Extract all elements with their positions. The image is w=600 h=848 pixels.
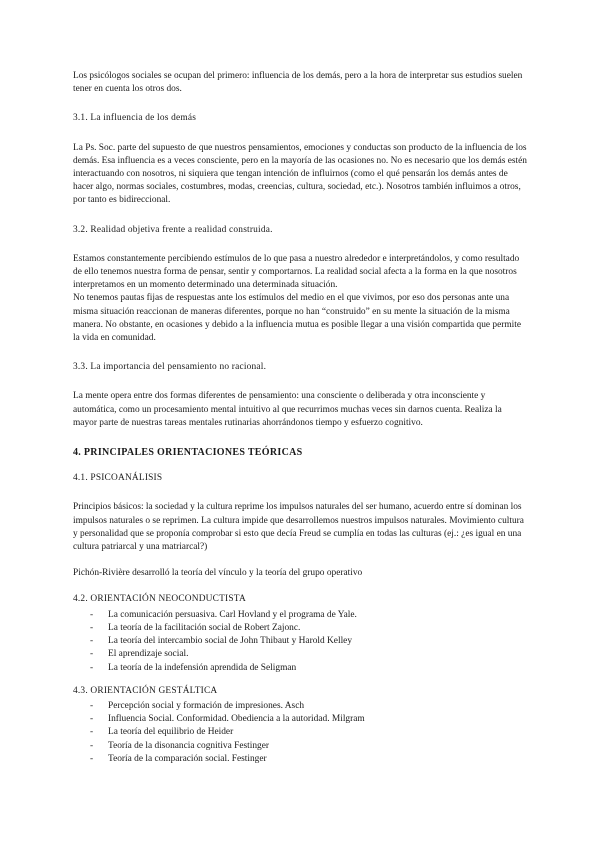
list-item <box>73 609 528 622</box>
section-4-3-list <box>73 700 528 766</box>
section-4-1-paragraph: Principios básicos: la sociedad y la cultura reprime los impulsos naturales del ser humano, acuerdo entre sí dominan los impulsos naturales o se reprimen. La cultura impide que desarrollemos nuestros impulsos naturales. Movimiento cultura y personalidad que se proponía comprobar si esto que decía Freud se cumplía en todas las culturas (ej.: ¿es igual en una cultura patriarcal y una matriarcal?) <box>73 502 524 553</box>
list-item <box>73 740 528 753</box>
list-item-text: Teoría de la disonancia cognitiva Festinger <box>108 740 270 751</box>
section-4-2-heading: 4.2. ORIENTACIÓN NEOCONDUCTISTA <box>73 594 246 605</box>
list-item <box>73 662 528 675</box>
bullet-dash: - <box>90 609 94 620</box>
list-item-text: Teoría de la comparación social. Festinger <box>108 753 267 764</box>
section-3-1-paragraph: La Ps. Soc. parte del supuesto de que nuestros pensamientos, emociones y conductas son producto de la influencia de los demás. Esa influencia es a veces consciente, pero en la mayoría de las ocasiones no. No es necesario que los demás estén interactuando con nosotros, ni siquiera que tengan intención de influirnos (como el qué pensarán los demás antes de hacer algo, normas sociales, costumbres, modas, creencias, cultura, sociedad, etc.). Nosotros también influimos a otros, por tanto es bidireccional. <box>73 142 527 206</box>
section-4-heading: 4. PRINCIPALES ORIENTACIONES TEÓRICAS <box>73 447 303 459</box>
section-4-3-heading: 4.3. ORIENTACIÓN GESTÁLTICA <box>73 685 218 696</box>
section-3-2-paragraph-1: Estamos constantemente percibiendo estímulos de lo que pasa a nuestro alrededor e interpretándolos, y como resultado de ello tenemos nuestra forma de pensar, sentir y comportarnos. La realidad social afecta a la forma en la que nosotros interpretamos en un momento determinado una determinada situación. <box>73 253 520 291</box>
document-body <box>73 70 528 766</box>
section-4-2-list <box>73 609 528 675</box>
list-item <box>73 648 528 661</box>
bullet-dash: - <box>90 622 94 633</box>
list-item <box>73 622 528 635</box>
bullet-dash: - <box>90 740 94 751</box>
list-item <box>73 635 528 648</box>
bullet-dash: - <box>90 753 94 764</box>
section-4-1-heading: 4.1. PSICOANÁLISIS <box>73 473 163 484</box>
list-item-text: Influencia Social. Conformidad. Obediencia a la autoridad. Milgram <box>108 714 365 725</box>
bullet-dash: - <box>90 700 94 711</box>
section-3-3-heading: 3.3. La importancia del pensamiento no racional. <box>73 362 267 373</box>
list-item-text: Percepción social y formación de impresiones. Asch <box>108 700 305 711</box>
bullet-dash: - <box>90 649 94 660</box>
list-item-text: La comunicación persuasiva. Carl Hovland y el programa de Yale. <box>108 609 357 620</box>
intro-paragraph: Los psicólogos sociales se ocupan del primero: influencia de los demás, pero a la hora de interpretar sus estudios suelen tener en cuenta los otros dos. <box>73 71 523 95</box>
bullet-dash: - <box>90 727 94 738</box>
list-item-text: La teoría del intercambio social de John Thibaut y Harold Kelley <box>108 636 353 647</box>
list-item <box>73 726 528 739</box>
list-item-text: La teoría de la facilitación social de Robert Zajonc. <box>108 622 301 633</box>
section-3-2-heading: 3.2. Realidad objetiva frente a realidad construida. <box>73 224 273 235</box>
section-3-1-heading: 3.1. La influencia de los demás <box>73 113 197 124</box>
bullet-dash: - <box>90 714 94 725</box>
section-3-2-paragraph-2: No tenemos pautas fijas de respuestas ante los estímulos del medio en el que vivimos, por eso dos personas ante una misma situación reaccionan de maneras diferentes, porque no han “construido” en su mente la situación de la misma manera. No obstante, en ocasiones y debido a la influencia mutua es posible llegar a una visión compartida que permite la vida en comunidad. <box>73 293 522 344</box>
list-item <box>73 700 528 713</box>
section-4-1-note: Pichón-Rivière desarrolló la teoría del vínculo y la teoría del grupo operativo <box>73 568 363 579</box>
section-3-3-paragraph: La mente opera entre dos formas diferentes de pensamiento: una consciente o deliberada y otra inconsciente y automática, como un procesamiento mental intuitivo al que recurrimos muchas veces sin darnos cuenta. Realiza la mayor parte de nuestras tareas mentales rutinarias ahorrándonos tiempo y esfuerzo cognitivo. <box>73 391 502 428</box>
list-item-text: El aprendizaje social. <box>108 649 189 660</box>
bullet-dash: - <box>90 636 94 647</box>
list-item <box>73 753 528 766</box>
list-item-text: La teoría de la indefensión aprendida de Seligman <box>108 662 297 673</box>
list-item-text: La teoría del equilibrio de Heider <box>108 727 234 738</box>
list-item <box>73 713 528 726</box>
bullet-dash: - <box>90 662 94 673</box>
